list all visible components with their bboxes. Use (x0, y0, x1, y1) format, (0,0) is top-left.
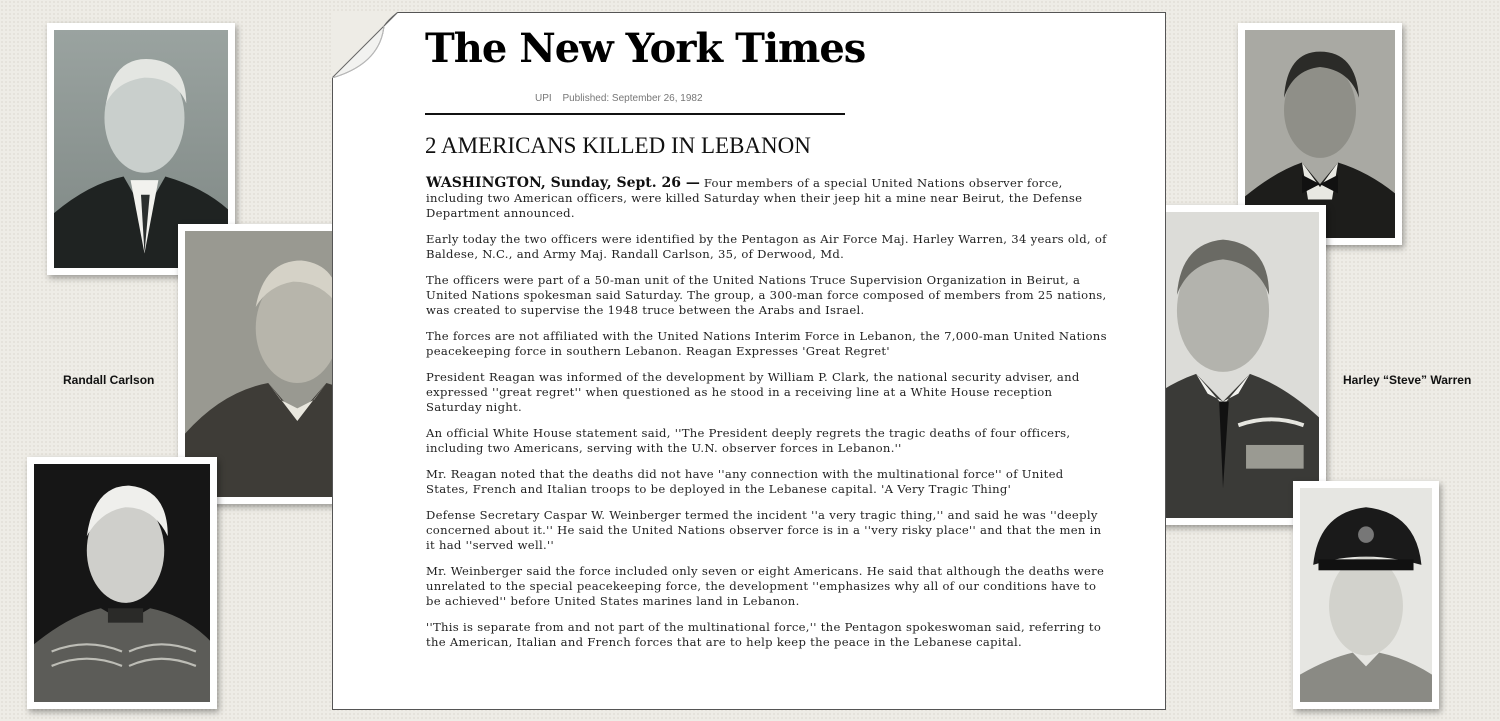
portrait-image (34, 464, 210, 702)
article-headline: 2 AMERICANS KILLED IN LEBANON (425, 133, 811, 158)
published-date: Published: September 26, 1982 (562, 93, 703, 104)
paragraph: ''This is separate from and not part of the multinational force,'' the Pentagon spokeswoman said, referring to the American, Italian and French forces that are to help keep the peace in the Lebanese capital. (426, 620, 1102, 649)
lead-paragraph (426, 176, 1108, 221)
paragraph: Mr. Reagan noted that the deaths did not have ''any connection with the multinational force'' of United States, French and Italian troops to be deployed in the Lebanese capital. 'A Very Tragic Thing' (426, 467, 1064, 496)
portrait-photo-carlson-cadet (27, 457, 217, 709)
portrait-image (1300, 488, 1432, 702)
byline (535, 93, 711, 104)
paragraph: The forces are not affiliated with the United Nations Interim Force in Lebanon, the 7,000-man United Nations peacekeeping force in southern Lebanon. Reagan Expresses 'Great Regret' (426, 329, 1107, 358)
paragraph: The officers were part of a 50-man unit of the United Nations Truce Supervision Organization in Beirut, a United Nations spokesman said Saturday. The group, a 300-man force composed of members from 25 nations, was created to supervise the 1948 truce between the Arabs and Israel. (426, 273, 1107, 317)
paragraph: Early today the two officers were identified by the Pentagon as Air Force Maj. Harley Warren, 34 years old, of Baldese, N.C., and Army Maj. Randall Carlson, 35, of Derwood, Md. (426, 232, 1107, 261)
source-label: UPI (535, 93, 552, 104)
caption-randall-carlson: Randall Carlson (63, 373, 155, 387)
paragraph: President Reagan was informed of the development by William P. Clark, the national security adviser, and expressed ''great regret'' when questioned as he stood in a receiving line at a White House reception Saturday night. (426, 370, 1080, 414)
article-body (426, 176, 1108, 661)
header-rule (425, 113, 845, 115)
newspaper-article (332, 12, 1166, 710)
portrait-photo-warren-cap (1293, 481, 1439, 709)
paragraph: Mr. Weinberger said the force included only seven or eight Americans. He said that although the deaths were unrelated to the special peacekeeping force, the development ''emphasizes why all of our conditions have to be achieved'' before United States marines land in Lebanon. (426, 564, 1105, 608)
lead-text: Four members of a special United Nations observer force, including two American officers, were killed Saturday when their jeep hit a mine near Beirut, the Defense Department announced. (426, 176, 1083, 220)
page-curl-icon (332, 12, 398, 78)
paragraph: An official White House statement said, ''The President deeply regrets the tragic deaths of four officers, including two Americans, serving with the U.N. observer forces in Lebanon.'' (426, 426, 1071, 455)
dateline: WASHINGTON, Sunday, Sept. 26 — (426, 175, 700, 191)
caption-harley-warren: Harley “Steve” Warren (1343, 373, 1472, 387)
masthead-logo: The New York Times (425, 25, 866, 72)
paragraph: Defense Secretary Caspar W. Weinberger termed the incident ''a very tragic thing,'' and said he was ''deeply concerned about it.'' He said the United Nations observer force is in a ''very risky place'' and that the men in it had ''served well.'' (426, 508, 1102, 552)
